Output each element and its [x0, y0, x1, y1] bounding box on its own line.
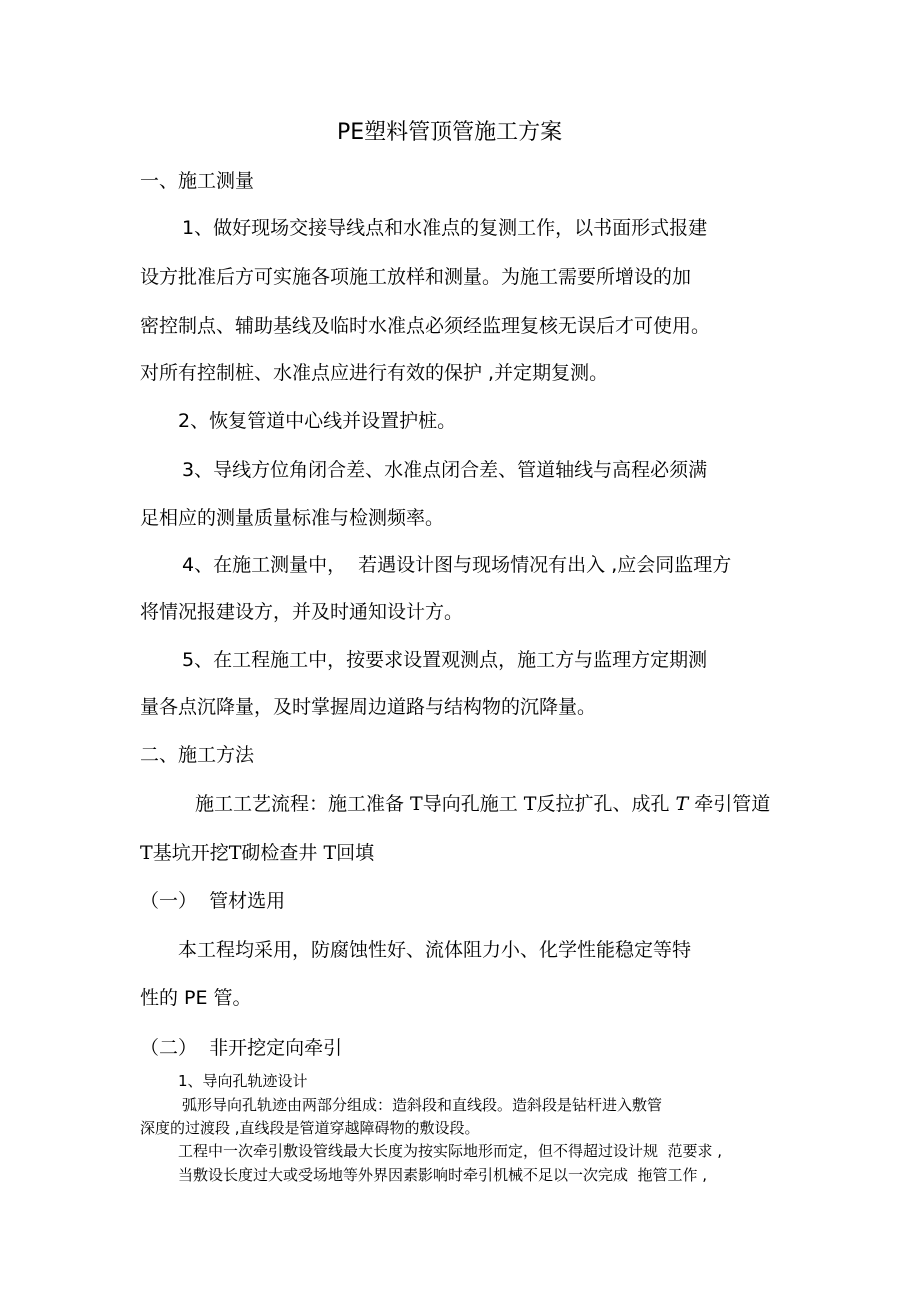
paragraph-line: 对所有控制桩、水准点应进行有效的保护 ,并定期复测。 — [140, 362, 609, 384]
flow-text: 导向孔施工 — [422, 793, 524, 815]
paragraph-line: 设方批准后方可实施各项施工放样和测量。为施工需要所增设的加 — [140, 266, 692, 288]
subsection-title: 管材选用 — [209, 890, 286, 912]
section-1-heading: 一、施工测量 — [140, 170, 255, 192]
paragraph-line: 4、在施工测量中， 若遇设计图与现场情况有出入 ,应会同监理方 — [182, 554, 732, 576]
subsection-1-heading — [140, 892, 285, 911]
paragraph-line: 1、做好现场交接导线点和水准点的复测工作，以书面形式报建 — [182, 217, 708, 239]
flow-text: 牵引管道 — [694, 793, 771, 815]
flow-text: 反拉扩孔、成孔 — [536, 793, 676, 815]
subsection-number: （二） — [140, 1037, 198, 1059]
paragraph-line: 将情况报建设方，并及时通知设计方。 — [140, 601, 464, 623]
item-heading: 1、导向孔轨迹设计 — [178, 1072, 308, 1090]
paragraph-line: 量各点沉降量，及时掌握周边道路与结构物的沉降量。 — [140, 696, 597, 718]
paragraph-line: 2、恢复管道中心线并设置护桩。 — [178, 410, 457, 432]
flow-arrow-glyph: T — [675, 793, 689, 815]
flow-arrow-glyph: T — [140, 842, 153, 864]
flow-text: 回填 — [336, 842, 375, 864]
flow-arrow-glyph: T — [323, 842, 337, 864]
subsection-title: 非开挖定向牵引 — [209, 1037, 343, 1059]
paragraph-line: 性的 PE 管。 — [140, 987, 252, 1009]
flow-arrow-glyph: T — [228, 842, 242, 864]
process-flow-line-2 — [140, 844, 374, 863]
document-title: PE塑料管顶管施工方案 — [337, 120, 563, 145]
subsection-number: （一） — [140, 890, 198, 912]
paragraph-line: 5、在工程施工中，按要求设置观测点，施工方与监理方定期测 — [182, 649, 708, 671]
flow-text: 施工工艺流程：施工准备 — [195, 793, 411, 815]
paragraph-line: 弧形导向孔轨迹由两部分组成：造斜段和直线段。造斜段是钻杆进入敷管 — [182, 1096, 663, 1114]
paragraph-line: 本工程均采用，防腐蚀性好、流体阻力小、化学性能稳定等特 — [178, 939, 692, 961]
paragraph-line: 密控制点、辅助基线及临时水准点必须经监理复核无误后才可使用。 — [140, 315, 711, 337]
paragraph-line: 工程中一次牵引敷设管线最大长度为按实际地形而定，但不得超过设计规 范要求 , — [178, 1142, 723, 1160]
process-flow-line-1 — [195, 795, 770, 814]
flow-arrow-glyph: T — [523, 793, 537, 815]
paragraph-line: 3、导线方位角闭合差、水准点闭合差、管道轴线与高程必须满 — [182, 459, 708, 481]
paragraph-line: 当敷设长度过大或受场地等外界因素影响时牵引机械不足以一次完成 拖管工作 , — [178, 1166, 708, 1184]
subsection-2-heading — [140, 1039, 342, 1058]
paragraph-line: 深度的过渡段 ,直线段是管道穿越障碍物的敷设段。 — [140, 1119, 480, 1137]
flow-text: 基坑开挖 — [152, 842, 229, 864]
flow-arrow-glyph: T — [410, 793, 423, 815]
paragraph-line: 足相应的测量质量标准与检测频率。 — [140, 507, 445, 529]
section-2-heading: 二、施工方法 — [140, 744, 255, 766]
flow-text: 砌检查井 — [241, 842, 324, 864]
